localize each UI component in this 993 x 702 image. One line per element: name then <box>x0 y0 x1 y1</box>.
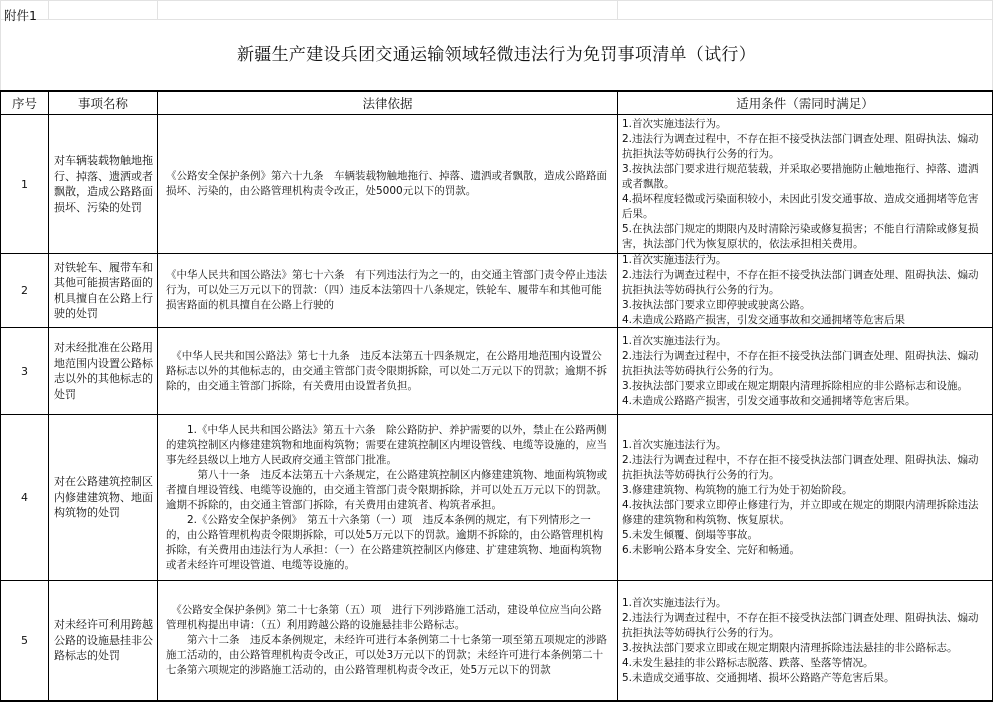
row-legal-basis <box>158 581 617 700</box>
condition-item: 3.修建建筑物、构筑物的施工行为处于初始阶段。 <box>622 483 853 496</box>
row-item-name: 对未经批准在公路用地范围内设置公路标志以外的其他标志的处罚 <box>54 341 153 401</box>
condition-item: 5.未发生倾覆、倒塌等事故。 <box>622 528 759 541</box>
gridline <box>48 0 49 20</box>
row-item-name: 对车辆装载物触地拖行、掉落、遗洒或者飘散，造成公路路面损坏、污染的处罚 <box>54 154 153 214</box>
condition-item: 4.损坏程度轻微或污染面积较小，未因此引发交通事故、造成交通拥堵等危害后果。 <box>622 192 979 220</box>
condition-item: 4.未造成公路路产损害，引发交通事故和交通拥堵等危害后果 <box>622 314 906 326</box>
row-seq: 1 <box>21 177 28 191</box>
row-conditions <box>618 581 992 700</box>
row-item-name: 对铁轮车、履带车和其他可能损害路面的机具擅自在公路上行驶的处罚 <box>54 260 153 320</box>
row-legal-basis <box>158 115 617 253</box>
condition-item: 1.首次实施违法行为。 <box>622 334 727 347</box>
gridline <box>0 0 993 1</box>
condition-item: 6.未影响公路本身安全、完好和畅通。 <box>622 543 801 556</box>
condition-item: 2.违法行为调查过程中，不存在拒不接受执法部门调查处理、阻碍执法、煽动抗拒执法等妨碍执行公务的行为。 <box>622 611 979 639</box>
basis-paragraph: 1.《中华人民共和国公路法》第五十六条 除公路防护、养护需要的以外，禁止在公路两侧的建筑控制区内修建建筑物和地面构筑物；需要在建筑控制区内埋设管线、电缆等设施的，应当事先经县级以上地方人民政府交通主管部门批准。 <box>166 423 607 466</box>
condition-item: 5.未造成交通事故、交通拥堵、损坏公路路产等危害后果。 <box>622 671 895 684</box>
condition-item: 4.未发生悬挂的非公路标志脱落、跌落、坠落等情况。 <box>622 656 874 669</box>
condition-item: 4.未造成公路路产损害，引发交通事故和交通拥堵等危害后果。 <box>622 394 916 407</box>
gridline <box>157 0 158 20</box>
header-name: 事项名称 <box>77 96 128 111</box>
basis-paragraph: 《中华人民共和国公路法》第七十九条 违反本法第五十四条规定，在公路用地范围内设置公路标志以外的其他标志的，由交通主管部门责令限期拆除，可以处二万元以下的罚款；逾期不拆除的，由交通主管部门拆除，有关费用由设置者负担。 <box>166 349 607 392</box>
page-title: 新疆生产建设兵团交通运输领域轻微违法行为免罚事项清单（试行） <box>237 45 756 65</box>
row-item-name: 对未经许可利用跨越公路的设施悬挂非公路标志的处罚 <box>54 618 153 663</box>
gridline <box>0 19 993 20</box>
header-seq: 序号 <box>11 96 37 111</box>
table-border <box>0 90 993 92</box>
condition-item: 3.按执法部门要求进行规范装载，并采取必要措施防止触地拖行、掉落、遗洒或者飘散。 <box>622 162 979 190</box>
row-conditions <box>618 254 992 327</box>
header-basis: 法律依据 <box>362 96 413 111</box>
condition-item: 3.按执法部门要求立即停驶或驶离公路。 <box>622 299 811 311</box>
condition-item: 5.在执法部门规定的期限内及时清除污染或修复损害；不能自行清除或修复损害，执法部门代为恢复原状的，依法承担相关费用。 <box>622 222 979 250</box>
row-conditions <box>618 115 992 253</box>
row-seq: 2 <box>21 284 28 297</box>
condition-item: 4.按执法部门要求立即停止修建行为，并立即或在规定的期限内清理拆除违法修建的建筑物和构筑物、恢复原状。 <box>622 498 979 526</box>
basis-paragraph: 第八十一条 违反本法第五十六条规定，在公路建筑控制区内修建建筑物、地面构筑物或者擅自埋设管线、电缆等设施的，由交通主管部门责令限期拆除，并可以处五万元以下的罚款。逾期不拆除的，由交通主管部门拆除，有关费用由建筑者、构筑者承担。 <box>166 468 607 511</box>
condition-item: 1.首次实施违法行为。 <box>622 254 727 266</box>
gridline <box>617 0 618 20</box>
row-legal-basis <box>158 415 617 580</box>
basis-paragraph: 《中华人民共和国公路法》第七十六条 有下列违法行为之一的，由交通主管部门责令停止违法行为，可以处三万元以下的罚款：（四）违反本法第四十八条规定，铁轮车、履带车和其他可能损害路面的机具擅自在公路上行驶的 <box>166 269 607 311</box>
row-conditions <box>618 328 992 414</box>
row-seq: 5 <box>21 634 28 647</box>
header-conditions: 适用条件（需同时满足） <box>736 96 874 111</box>
row-seq: 3 <box>21 364 28 378</box>
condition-item: 1.首次实施违法行为。 <box>622 117 727 130</box>
condition-item: 2.违法行为调查过程中，不存在拒不接受执法部门调查处理、阻碍执法、煽动抗拒执法等妨碍执行公务的行为。 <box>622 269 979 296</box>
row-legal-basis <box>158 328 617 414</box>
condition-item: 2.违法行为调查过程中，不存在拒不接受执法部门调查处理、阻碍执法、煽动抗拒执法等妨碍执行公务的行为。 <box>622 453 979 481</box>
row-seq: 4 <box>21 491 28 504</box>
basis-paragraph: 《公路安全保护条例》第六十九条 车辆装载物触地拖行、掉落、遗洒或者飘散，造成公路路面损坏、污染的，由公路管理机构责令改正，处5000元以下的罚款。 <box>166 170 607 197</box>
row-legal-basis <box>158 254 617 327</box>
condition-item: 1.首次实施违法行为。 <box>622 438 727 451</box>
condition-item: 2.违法行为调查过程中，不存在拒不接受执法部门调查处理、阻碍执法、煽动抗拒执法等妨碍执行公务的行为。 <box>622 349 979 377</box>
condition-item: 2.违法行为调查过程中，不存在拒不接受执法部门调查处理、阻碍执法、煽动抗拒执法等妨碍执行公务的行为。 <box>622 132 979 160</box>
condition-item: 3.按执法部门要求立即或在规定期限内清理拆除相应的非公路标志和设施。 <box>622 379 969 392</box>
annex-label: 附件1 <box>4 8 37 23</box>
condition-item: 1.首次实施违法行为。 <box>622 596 727 609</box>
condition-item: 3.按执法部门要求立即或在规定期限内清理拆除违法悬挂的非公路标志。 <box>622 641 958 654</box>
row-item-name: 对在公路建筑控制区内修建建筑物、地面构筑物的处罚 <box>54 475 153 520</box>
basis-paragraph: 2.《公路安全保护条例》 第五十六条第（一）项 违反本条例的规定，有下列情形之一的，由公路管理机构责令限期拆除，可以处5万元以下的罚款。逾期不拆除的，由公路管理机构拆除，有关费用由违法行为人承担：（一）在公路建筑控制区内修建、扩建建筑物、地面构筑物或者未经许可埋设管道、电缆等设施的。 <box>166 513 604 571</box>
row-conditions <box>618 415 992 580</box>
basis-paragraph: 第六十二条 违反本条例规定，未经许可进行本条例第二十七条第一项至第五项规定的涉路施工活动的，由公路管理机构责令改正，可以处3万元以下的罚款；未经许可进行本条例第二十七条第六项规定的涉路施工活动的，由公路管理机构责令改正，处5万元以下的罚款 <box>166 634 607 676</box>
basis-paragraph: 《公路安全保护条例》第二十七条第（五）项 进行下列涉路施工活动，建设单位应当向公路管理机构提出申请：（五）利用跨越公路的设施悬挂非公路标志。 <box>166 604 602 631</box>
